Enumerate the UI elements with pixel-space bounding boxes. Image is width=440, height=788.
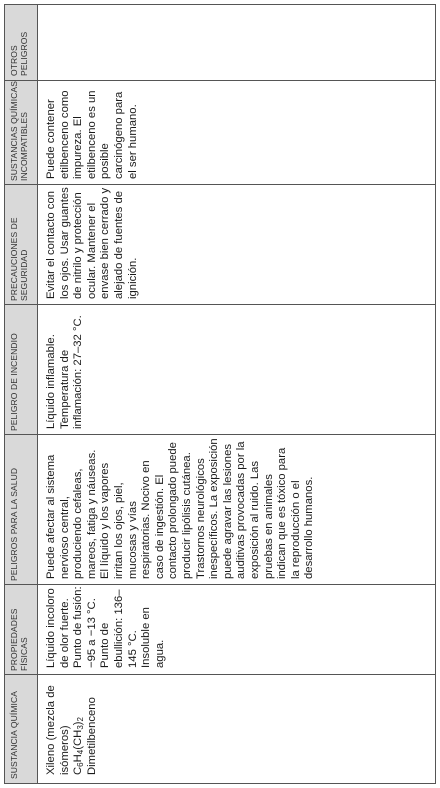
substance-name: Xileno (mezcla de isómeros)	[45, 685, 71, 775]
table-header-row	[5, 5, 38, 783]
column-divider	[5, 674, 435, 675]
health-text: Puede afectar al sistema nervioso central, produciendo cefaleas, mareos, fatiga y náuseas. El líquido y los vapores irritan los ojos, piel, mucosas y vías respiratorias. Nocivo en caso de ingestión. El contacto prolongado puede producir lipólisis cutánea. Trastornos neurológicos inespecíficos. La exposición puede agravar las lesiones auditivas provocadas por la exposición al ruido. Las pruebas en animales indican que es tóxico para la reproducción o el desarrollo humanos.	[45, 438, 316, 579]
substance-formula: $C_6H_4(CH_3)_2$	[72, 716, 86, 775]
column-divider	[5, 434, 435, 435]
column-divider	[5, 80, 435, 81]
column-divider	[5, 584, 435, 585]
cell-substance	[45, 679, 99, 775]
cell-incompatible	[45, 83, 140, 179]
column-divider	[5, 184, 435, 185]
precautions-text: Evitar el contacto con los ojos. Usar guantes de nitrilo y protección ocular. Mantener el envase bien cerrado y alejado de fuentes de ignición.	[45, 187, 139, 299]
header-fire: PELIGRO DE INCENDIO	[9, 333, 19, 431]
column-divider	[5, 304, 435, 305]
header-incompatible: SUSTANCIAS QUÍMICAS INCOMPATIBLES	[9, 81, 29, 181]
header-properties: PROPIEDADES FÍSICAS	[9, 608, 29, 671]
cell-fire	[45, 311, 86, 429]
hazard-table	[4, 4, 436, 784]
cell-properties	[45, 586, 167, 668]
properties-text: Líquido incoloro de olor fuerte. Punto de fusión: −95 a −13 °C. Punto de ebullición: 136–145 °C. Insoluble en agua.	[45, 586, 166, 668]
header-substance: SUSTANCIA QUÍMICA	[9, 691, 19, 779]
cell-precautions	[45, 187, 140, 299]
cell-health	[45, 437, 317, 579]
substance-synonym: Dimetilbenceno	[85, 697, 98, 775]
fire-text: Líquido inflamable. Temperatura de inflamación: 27–32 °C.	[45, 315, 85, 429]
header-other: OTROS PELIGROS	[9, 31, 29, 76]
header-precautions: PRECAUCIONES DE SEGURIDAD	[9, 217, 29, 301]
header-health: PELIGROS PARA LA SALUD	[9, 467, 19, 581]
incompatible-text: Puede contener etilbenceno como impureza. El etilbenceno es un posible carcinógeno para el ser humano.	[45, 90, 139, 179]
